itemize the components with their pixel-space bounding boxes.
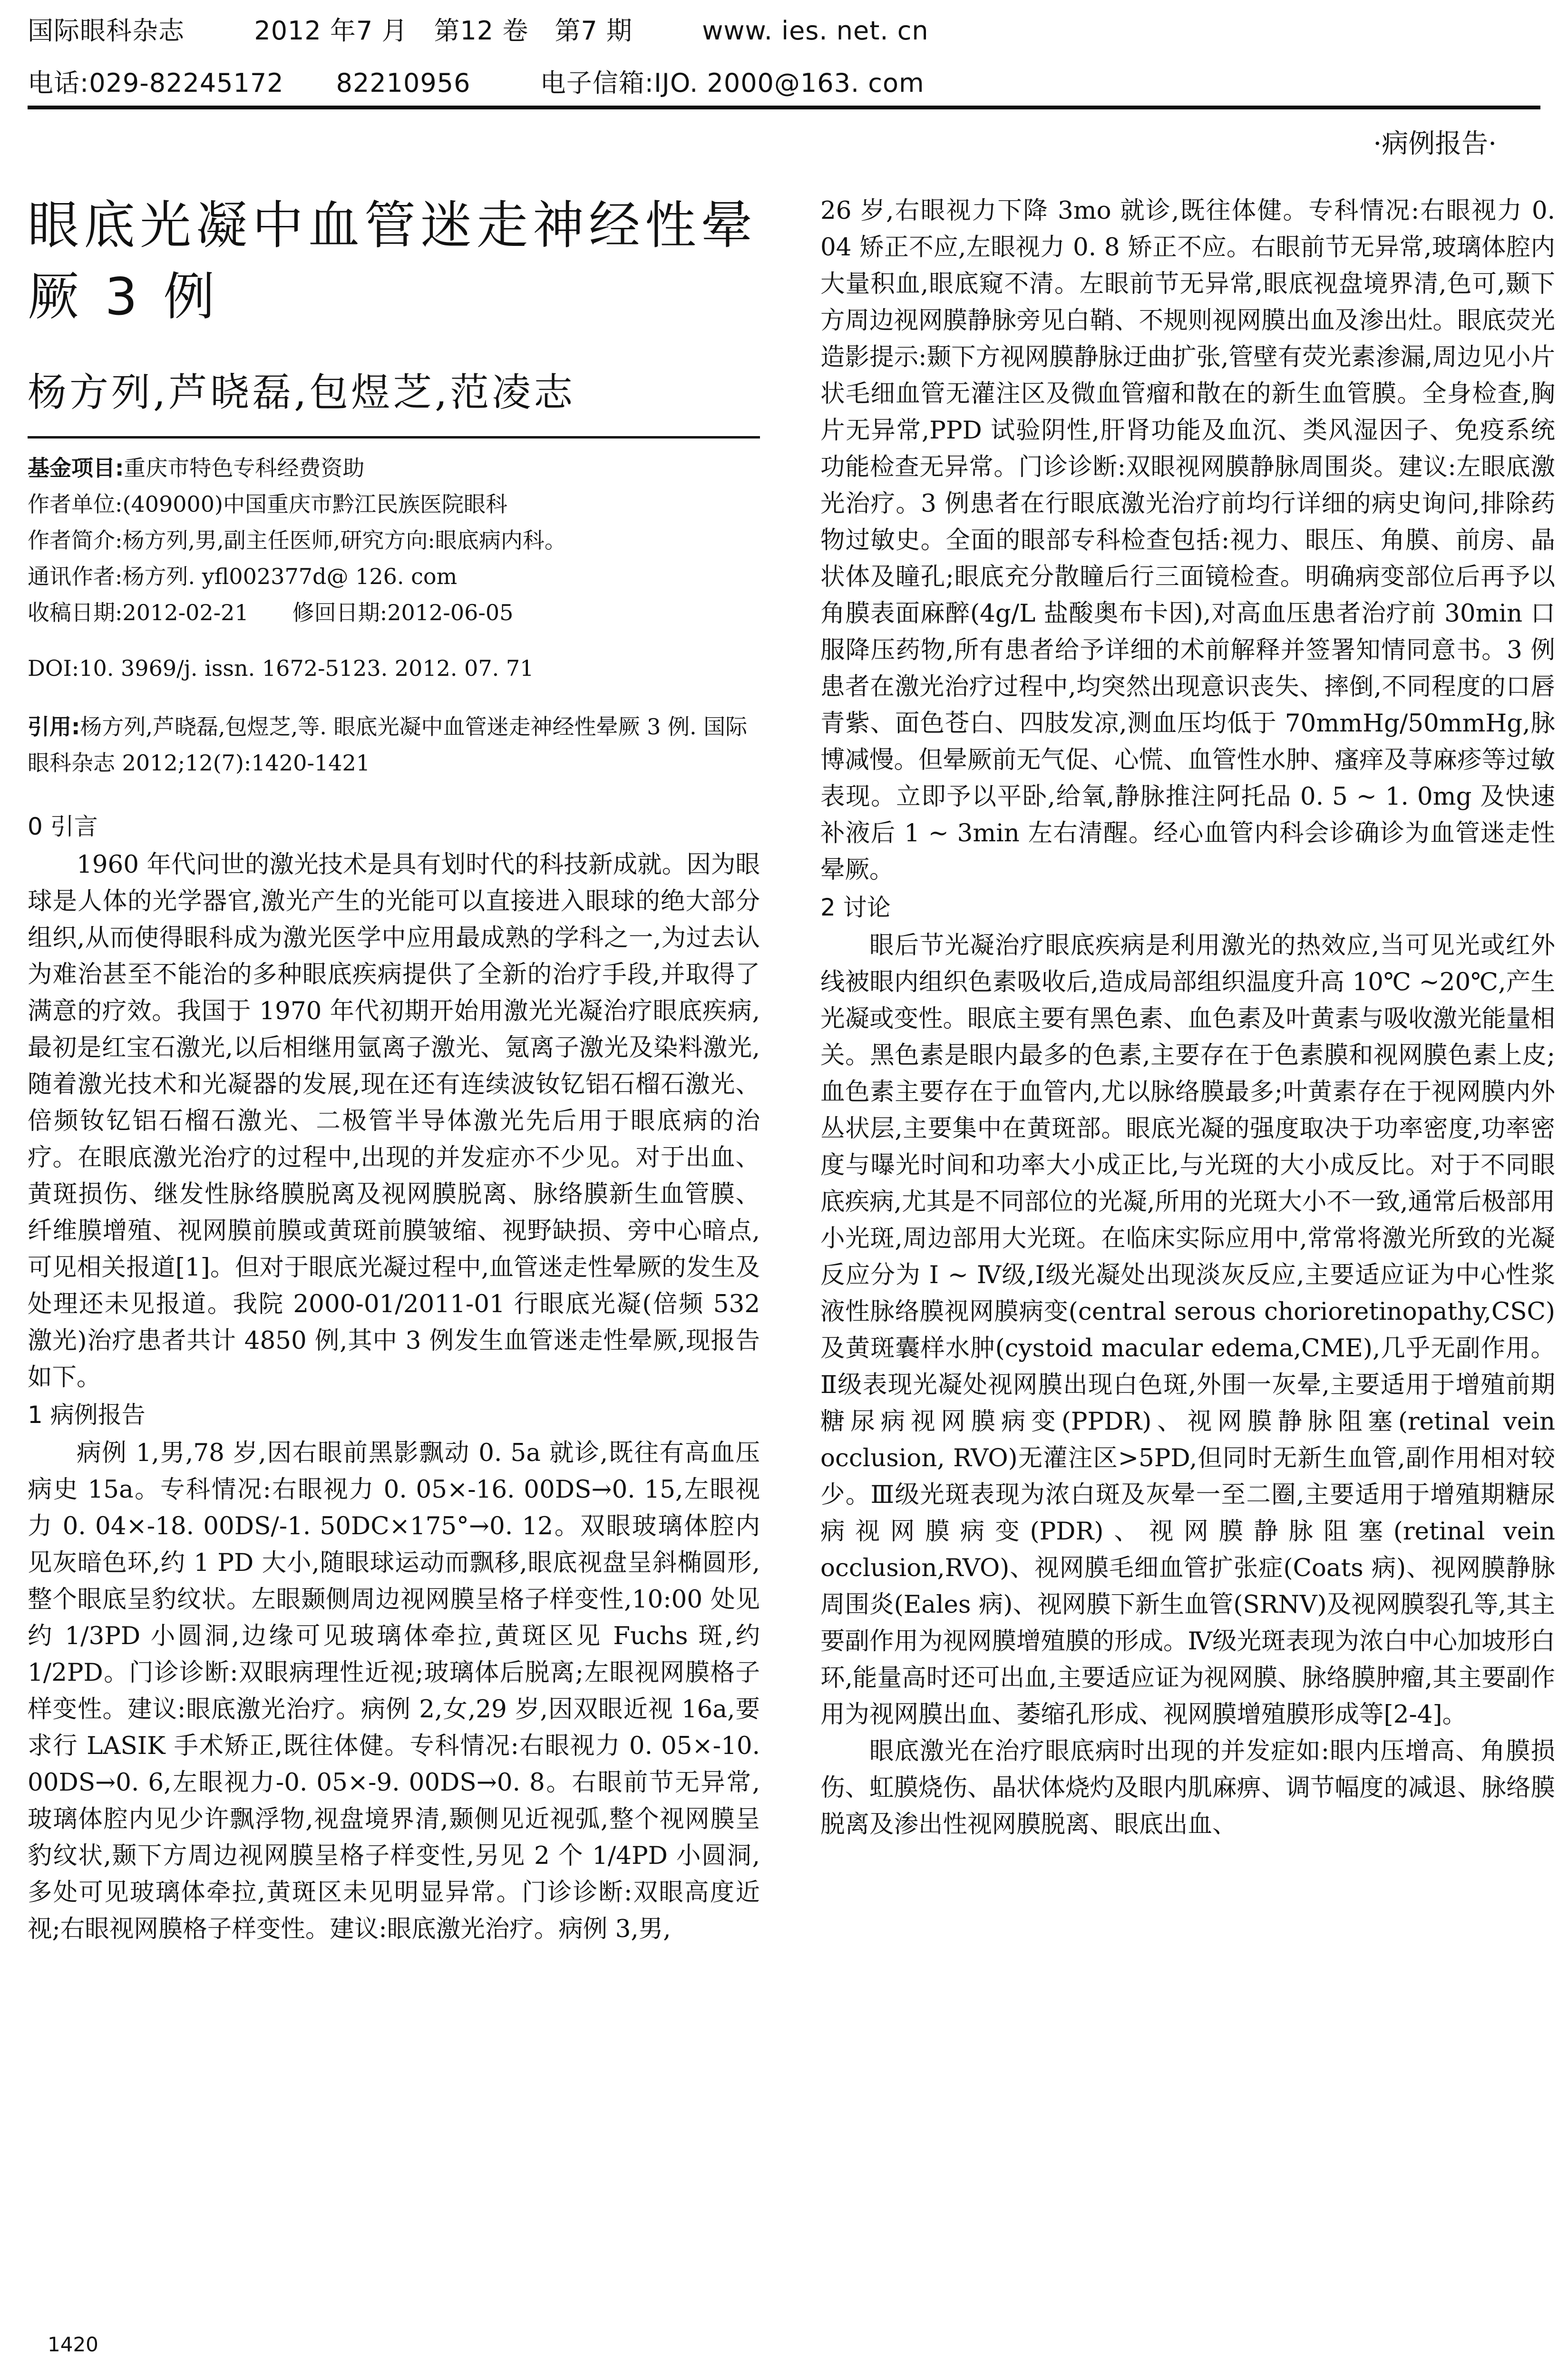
doi-line[interactable]: DOI:10. 3969/j. issn. 1672-5123. 2012. 07. 71 (28, 655, 534, 681)
discussion-paragraph-2: 眼底激光在治疗眼底病时出现的并发症如:眼内压增高、角膜损伤、虹膜烧伤、晶状体烧灼及眼内肌麻痹、调节幅度的减退、脉络膜脱离及渗出性视网膜脱离、眼底出血、 (820, 1737, 1556, 1839)
case-heading: 1 病例报告 (28, 1401, 146, 1429)
title-line1: 眼底光凝中血管迷走神经性晕 (28, 196, 758, 255)
left-column (28, 190, 760, 1948)
affiliation-line: 作者单位:(409000)中国重庆市黔江民族医院眼科 (28, 491, 507, 517)
cite-text: 杨方列,芦晓磊,包煜芝,等. 眼底光凝中血管迷走神经性晕厥 3 例. 国际眼科杂志 2012;12(7):1420-1421 (28, 714, 748, 776)
case-paragraph-continued: 26 岁,右眼视力下降 3mo 就诊,既往体健。专科情况:右眼视力 0. 04 矫正不应,左眼视力 0. 8 矫正不应。右眼前节无异常,玻璃体腔内大量积血,眼底窥不清。左眼前节无异常,眼底视盘境界清,色可,颞下方周边视网膜静脉旁见白鞘、不规则视网膜出血及渗出灶。眼底荧光造影提示:颞下方视网膜静脉迂曲扩张,管壁有荧光素渗漏,周边见小片状毛细血管无灌注区及微血管瘤和散在的新生血管膜。全身检查,胸片无异常,PPD 试验阴性,肝肾功能及血沉、类风湿因子、免疫系统功能检查无异常。门诊诊断:双眼视网膜静脉周围炎。建议:左眼底激光治疗。3 例患者在行眼底激光治疗前均行详细的病史询问,排除药物过敏史。全面的眼部专科检查包括:视力、眼压、角膜、前房、晶状体及瞳孔;眼底充分散瞳后行三面镜检查。明确病变部位后再予以角膜表面麻醉(4g/L 盐酸奥布卡因),对高血压患者治疗前 30min 口服降压药物,所有患者给予详细的术前解释并签署知情同意书。3 例患者在激光治疗过程中,均突然出现意识丧失、摔倒,不同程度的口唇青紫、面色苍白、四肢发凉,测血压均低于 70mmHg/50mmHg,脉博减慢。但晕厥前无气促、心慌、血管性水肿、瘙痒及荨麻疹等过敏表现。立即予以平卧,给氧,静脉推注阿托品 0. 5 ~ 1. 0mg 及快速补液后 1 ~ 3min 左右清醒。经心血管内科会诊确诊为血管迷走性晕厥。 (820, 196, 1556, 884)
case-paragraph: 病例 1,男,78 岁,因右眼前黑影飘动 0. 5a 就诊,既往有高血压病史 15a。专科情况:右眼视力 0. 05×-16. 00DS→0. 15,左眼视力 0. 04×-18. 00DS/-1. 50DC×175°→0. 12。双眼玻璃体腔内见灰暗色环,约 1 PD 大小,随眼球运动而飘移,眼底视盘呈斜椭圆形,整个眼底呈豹纹状。左眼颞侧周边视网膜呈格子样变性,10:00 处见约 1/3PD 小圆洞,边缘可见玻璃体牵拉,黄斑区见 Fuchs 斑,约 1/2PD。门诊诊断:双眼病理性近视;玻璃体后脱离;左眼视网膜格子样变性。建议:眼底激光治疗。病例 2,女,29 岁,因双眼近视 16a,要求行 LASIK 手术矫正,既往体健。专科情况:右眼视力 0. 05×-10. 00DS→0. 6,左眼视力-0. 05×-9. 00DS→0. 8。右眼前节无异常,玻璃体腔内见少许飘浮物,视盘境界清,颞侧见近视弧,整个视网膜呈豹纹状,颞下方周边视网膜呈格子样变性,另见 2 个 1/4PD 小圆洞,多处可见玻璃体牵拉,黄斑区未见明显异常。门诊诊断:双眼高度近视;右眼视网膜格子样变性。建议:眼底激光治疗。病例 3,男, (28, 1439, 760, 1943)
journal-email[interactable]: 电子信箱:IJO. 2000@163. com (540, 68, 925, 98)
citation-block (28, 709, 760, 781)
article-title (28, 190, 760, 333)
title-line2: 厥 3 例 (28, 267, 220, 327)
intro-paragraph: 1960 年代问世的激光技术是具有划时代的科技新成就。因为眼球是人体的光学器官,激光产生的光能可以直接进入眼球的绝大部分组织,从而使得眼科成为激光医学中应用最成熟的学科之一,为过去认为难治甚至不能治的多种眼底疾病提供了全新的治疗手段,并取得了满意的疗效。我国于 1970 年代初期开始用激光光凝治疗眼底疾病,最初是红宝石激光,以后相继用氩离子激光、氪离子激光及染料激光,随着激光技术和光凝器的发展,现在还有连续波钕钇铝石榴石激光、倍频钕钇铝石榴石激光、二极管半导体激光先后用于眼底病的治疗。在眼底激光治疗的过程中,出现的并发症亦不少见。对于出血、黄斑损伤、继发性脉络膜脱离及视网膜脱离、脉络膜新生血管膜、纤维膜增殖、视网膜前膜或黄斑前膜皱缩、视野缺损、旁中心暗点,可见相关报道[1]。但对于眼底光凝过程中,血管迷走性晕厥的发生及处理还未见报道。我院 2000-01/2011-01 行眼底光凝(倍频 532 激光)治疗患者共计 4850 例,其中 3 例发生血管迷走性晕厥,现报告如下。 (28, 850, 760, 1392)
fund-value: 重庆市特色专科经费资助 (124, 455, 365, 481)
cite-label: 引用: (28, 714, 80, 740)
authors-rule (28, 436, 760, 438)
journal-name: 国际眼科杂志 (28, 16, 185, 46)
discussion-paragraph-1: 眼后节光凝治疗眼底疾病是利用激光的热效应,当可见光或红外线被眼内组织色素吸收后,造成局部组织温度升高 10℃ ~20℃,产生光凝或变性。眼底主要有黑色素、血色素及叶黄素与吸收激光能量相关。黑色素是眼内最多的色素,主要存在于色素膜和视网膜色素上皮;血色素主要存在于血管内,尤以脉络膜最多;叶黄素存在于视网膜内外丛状层,主要集中在黄斑部。眼底光凝的强度取决于功率密度,功率密度与曝光时间和功率大小成正比,与光斑的大小成反比。对于不同眼底疾病,尤其是不同部位的光凝,所用的光斑大小不一致,通常后极部用小光斑,周边部用大光斑。在临床实际应用中,常常将激光所致的光凝反应分为 Ⅰ ~ Ⅳ级,Ⅰ级光凝处出现淡灰反应,主要适应证为中心性浆液性脉络膜视网膜病变(central serous chorioretinopathy,CSC)及黄斑囊样水肿(cystoid macular edema,CME),几乎无副作用。Ⅱ级表现光凝处视网膜出现白色斑,外围一灰晕,主要适用于增殖前期糖尿病视网膜病变(PPDR)、视网膜静脉阻塞(retinal vein occlusion, RVO)无灌注区>5PD,但同时无新生血管,副作用相对较少。Ⅲ级光斑表现为浓白斑及灰晕一至二圈,主要适用于增殖期糖尿病视网膜病变(PDR)、视网膜静脉阻塞(retinal vein occlusion,RVO)、视网膜毛细血管扩张症(Coats 病)、视网膜静脉周围炎(Eales 病)、视网膜下新生血管(SRNV)及视网膜裂孔等,其主要副作用为视网膜增殖膜的形成。Ⅳ级光斑表现为浓白中心加坡形白环,能量高时还可出血,主要适应证为视网膜、脉络膜肿瘤,其主要副作用为视网膜出血、萎缩孔形成、视网膜增殖膜形成等[2-4]。 (820, 931, 1556, 1729)
correspondence-line[interactable]: 通讯作者:杨方列. yfl002377d@ 126. com (28, 564, 458, 589)
journal-header-line2 (28, 63, 925, 99)
fund-line (28, 450, 760, 486)
author-list: 杨方列,芦晓磊,包煜芝,范凌志 (28, 370, 576, 415)
journal-website[interactable]: www. ies. net. cn (702, 16, 929, 46)
page-number: 1420 (48, 2333, 98, 2356)
dates-line: 收稿日期:2012-02-21 修回日期:2012-06-05 (28, 600, 514, 625)
section-tag: ·病例报告· (1373, 128, 1497, 159)
intro-heading: 0 引言 (28, 813, 98, 840)
fund-label: 基金项目: (28, 455, 124, 481)
journal-issue: 2012 年7 月 第12 卷 第7 期 (254, 16, 633, 46)
discussion-heading: 2 讨论 (820, 894, 891, 921)
right-column (820, 193, 1555, 1843)
bio-line: 作者简介:杨方列,男,副主任医师,研究方向:眼底病内科。 (28, 527, 566, 553)
journal-phone: 电话:029-82245172 82210956 (28, 68, 471, 98)
journal-header-line1 (28, 10, 929, 47)
header-rule (28, 106, 1540, 109)
